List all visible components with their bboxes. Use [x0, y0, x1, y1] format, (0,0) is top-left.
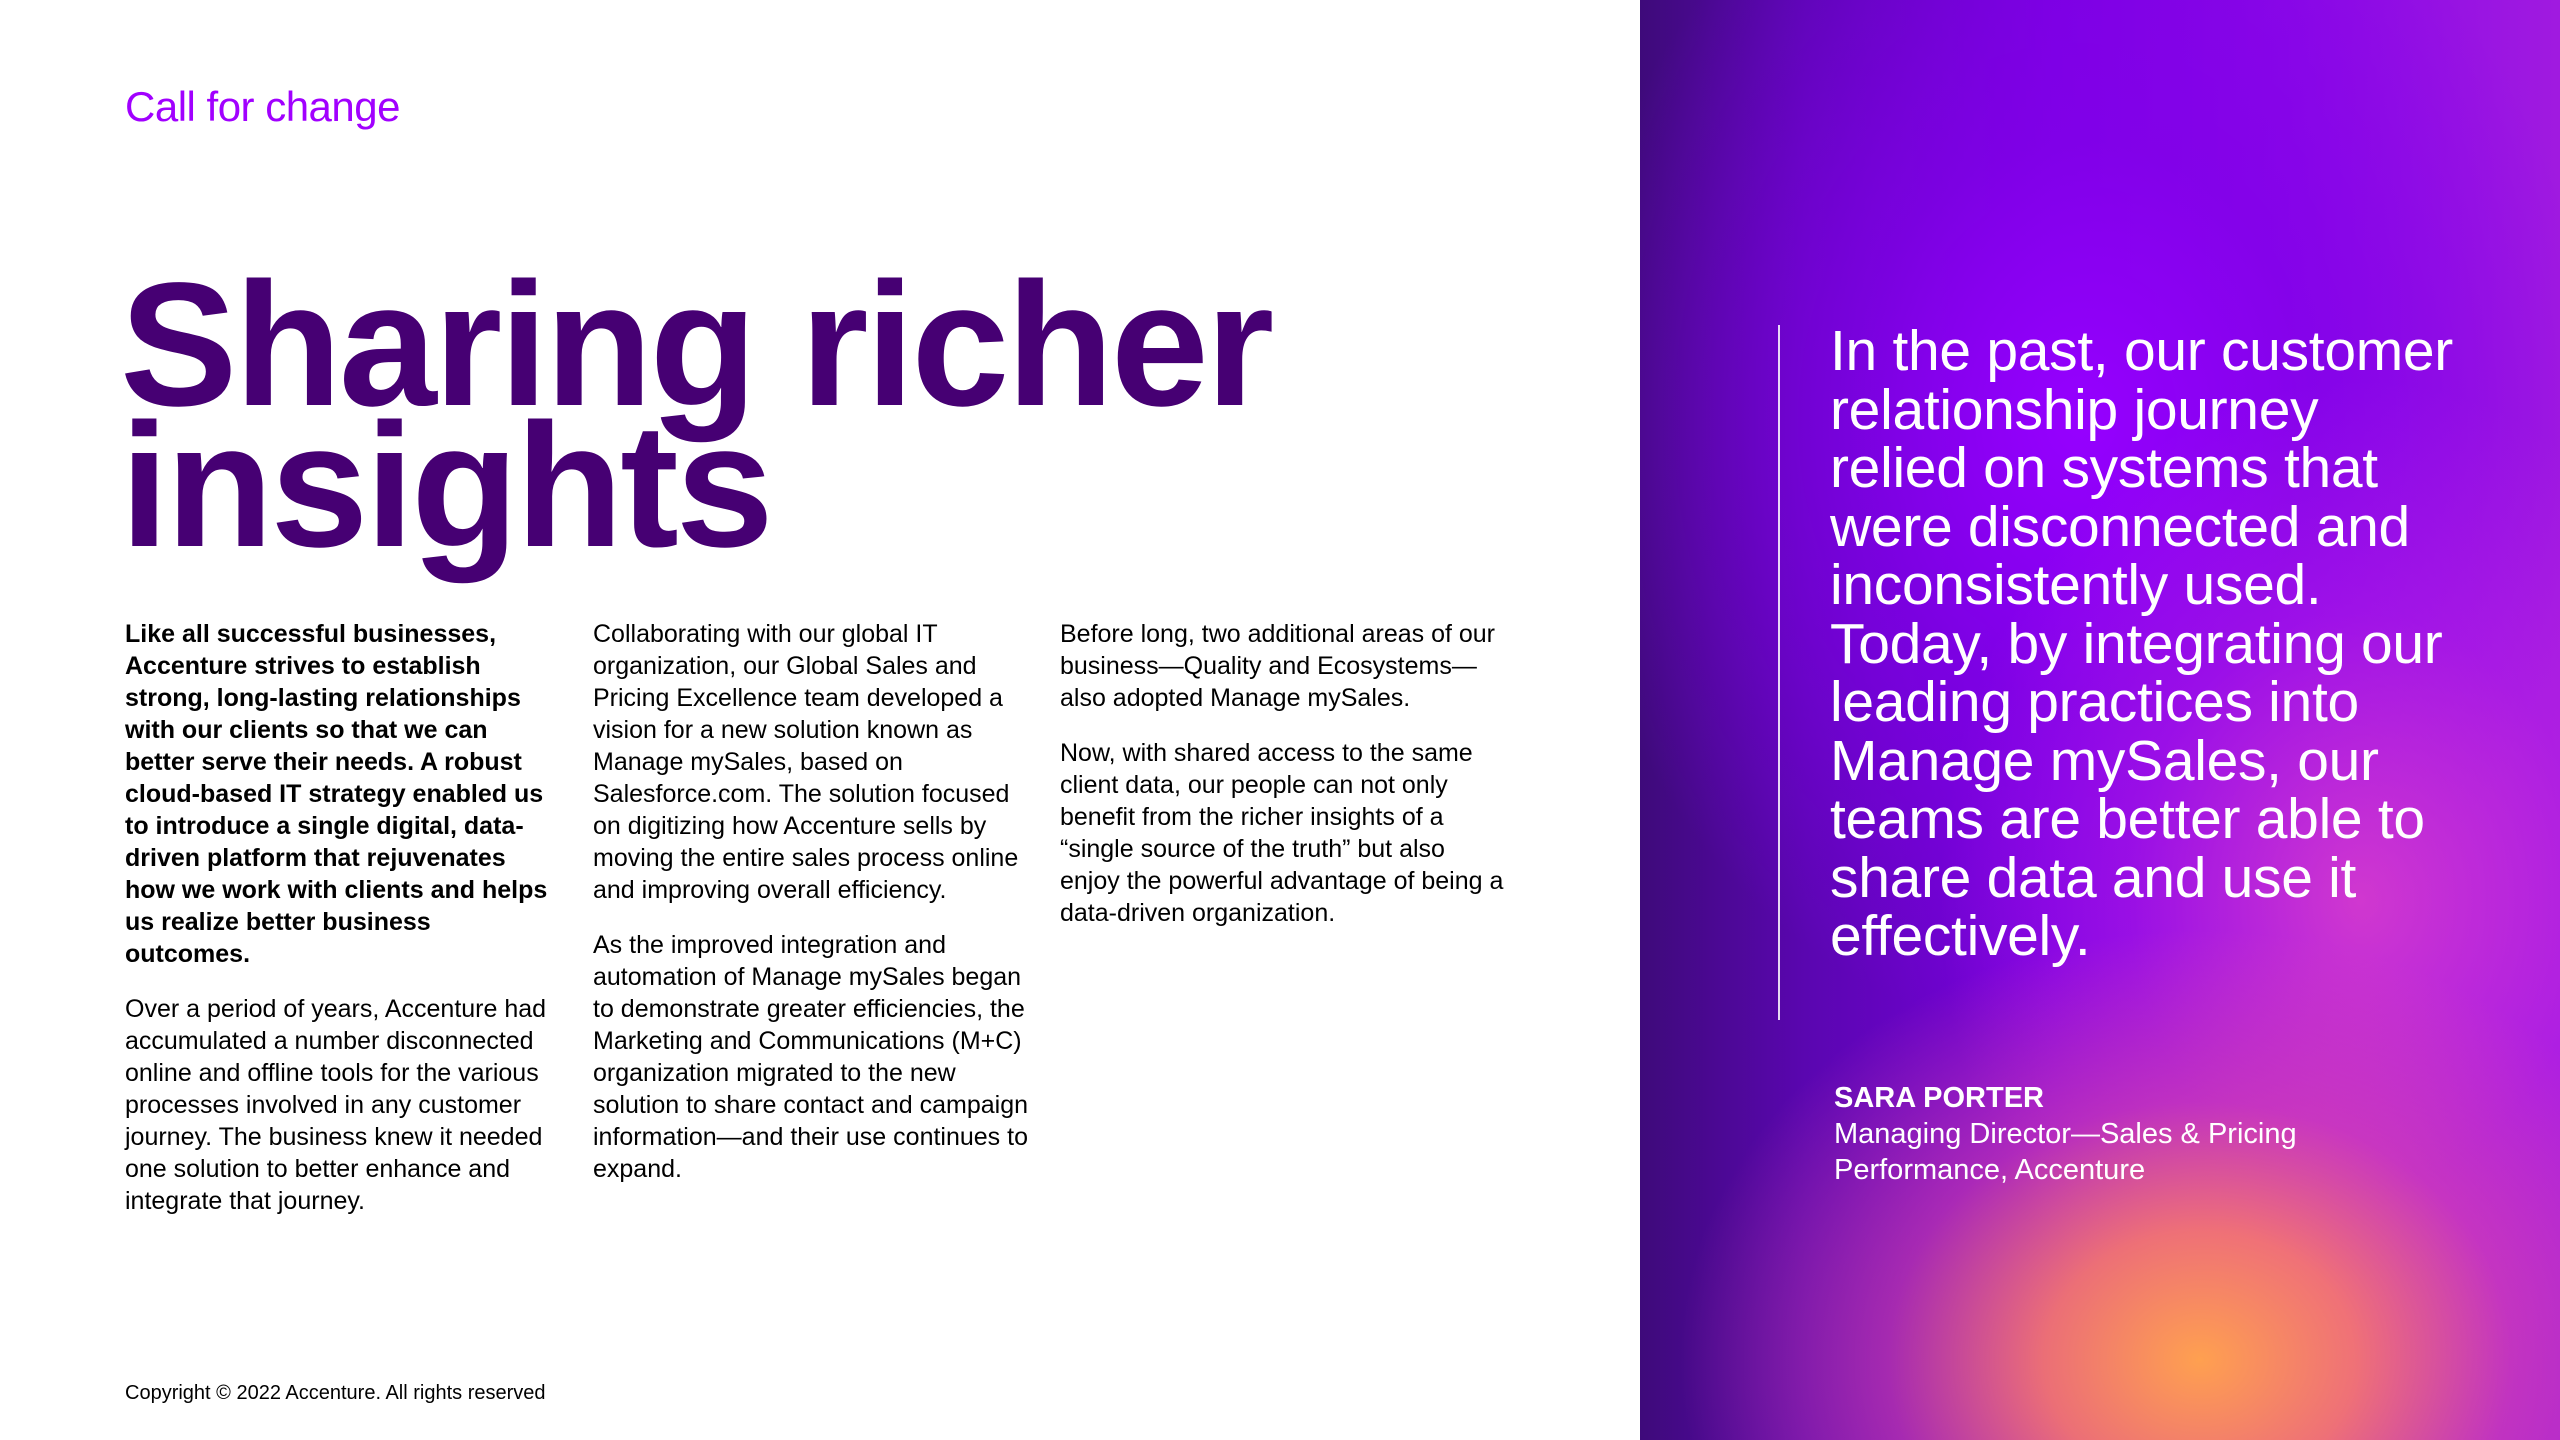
page-title-line-1: Sharing richer [120, 247, 1272, 443]
body-paragraph: Now, with shared access to the same client data, our people can not only benefit from the richer insights of a “single source of the truth” but also enjoy the powerful advantage of being a data-driven organization. [1060, 739, 1504, 927]
text-column-2 [593, 618, 1038, 1208]
body-paragraph: Collaborating with our global IT organization, our Global Sales and Pricing Excellence team developed a vision for a new solution known as Manage mySales, based on Salesforce.com. The solution focused on digitizing how Accenture sells by moving the entire sales process online and improving overall efficiency. [593, 620, 1019, 904]
copyright-notice: Copyright © 2022 Accenture. All rights reserved [125, 1382, 546, 1404]
section-label: Call for change [125, 83, 400, 130]
body-paragraph: As the improved integration and automation of Manage mySales began to demonstrate greater efficiencies, the Marketing and Communications (M+C) organization migrated to the new solution to share contact and campaign information—and their use continues to expand. [593, 931, 1028, 1183]
text-column-3 [1060, 618, 1505, 952]
page-title [120, 247, 1272, 584]
page-title-line-2: insights [120, 387, 771, 584]
quote-panel [1640, 0, 2560, 1440]
body-paragraph: Over a period of years, Accenture had accumulated a number disconnected online and offline tools for the various processes involved in any customer journey. The business knew it needed one solution to better enhance and integrate that journey. [125, 995, 547, 1215]
text-column-1 [125, 618, 555, 1240]
quote-author-title: Managing Director—Sales & Pricing Performance, Accenture [1834, 1118, 2297, 1186]
quote-author-name: SARA PORTER [1834, 1082, 2044, 1114]
pull-quote: In the past, our customer relationship journey relied on systems that were disconnected and inconsistently used. Today, by integrating our leading practices into Manage mySales, our teams are better able to share data and use it effectively. [1830, 319, 2453, 968]
quote-divider [1778, 325, 1780, 1020]
body-paragraph: Before long, two additional areas of our business—Quality and Ecosystems—also adopted Manage mySales. [1060, 620, 1495, 712]
intro-paragraph: Like all successful businesses, Accenture strives to establish strong, long-lasting relationships with our clients so that we can better serve their needs. A robust cloud-based IT strategy enabled us to introduce a single digital, data-driven platform that rejuvenates how we work with clients and helps us realize better business outcomes. [125, 620, 548, 968]
